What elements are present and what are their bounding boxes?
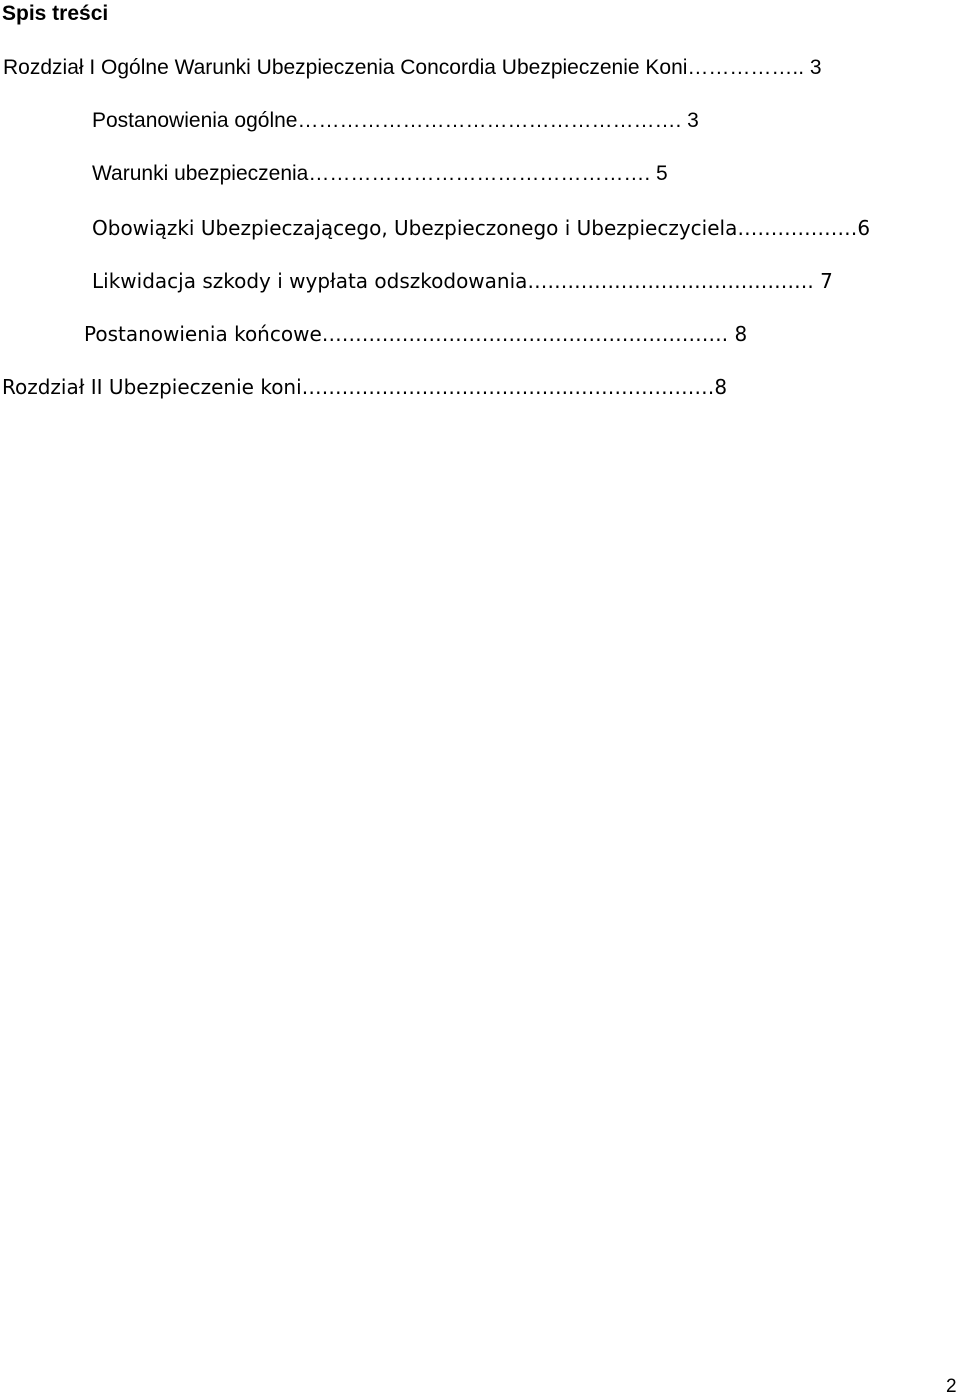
toc-entry-title: Obowiązki Ubezpieczającego, Ubezpieczonego i Ubezpieczyciela: [92, 216, 738, 240]
toc-entry-claims[interactable]: [92, 268, 833, 294]
toc-dot-leader: …………………………………..…………………: [301, 375, 715, 399]
toc-entry-title: Rozdział I Ogólne Warunki Ubezpieczenia Concordia Ubezpieczenie Koni: [3, 56, 688, 79]
toc-entry-title: Postanowienia końcowe: [84, 322, 322, 346]
toc-page-number: 3: [804, 56, 822, 79]
toc-entry-title: Rozdział II Ubezpieczenie koni: [2, 375, 302, 399]
toc-entry-insurance-conditions[interactable]: [92, 161, 668, 187]
toc-page-number: 6: [857, 216, 871, 240]
toc-dot-leader: ………………………………………….: [308, 162, 651, 185]
toc-entry-obligations[interactable]: [92, 215, 870, 241]
toc-entry-chapter-2[interactable]: [2, 374, 727, 400]
toc-dot-leader: ………………: [737, 216, 858, 240]
toc-page-number: 8: [728, 322, 748, 346]
toc-dot-leader: …………………………………………………….: [321, 322, 729, 346]
toc-entry-general-provisions[interactable]: [92, 108, 699, 134]
toc-page-number: 3: [681, 109, 699, 132]
toc-dot-leader: …………………………………….: [527, 269, 814, 293]
toc-page-number: 5: [650, 162, 668, 185]
toc-entry-final-provisions[interactable]: [84, 321, 747, 347]
toc-entry-title: Likwidacja szkody i wypłata odszkodowania: [92, 269, 528, 293]
toc-page-number: 7: [813, 269, 833, 293]
toc-page-number: 8: [714, 375, 728, 399]
toc-heading: Spis treści: [2, 2, 109, 25]
footer-page-number: 2: [946, 1376, 957, 1397]
toc-entry-title: Postanowienia ogólne: [92, 109, 298, 132]
toc-entry-chapter-1[interactable]: [3, 55, 822, 81]
toc-dot-leader: ……………..: [687, 56, 805, 79]
toc-dot-leader: ……………………………………………….: [297, 109, 682, 132]
toc-entry-title: Warunki ubezpieczenia: [92, 162, 309, 185]
